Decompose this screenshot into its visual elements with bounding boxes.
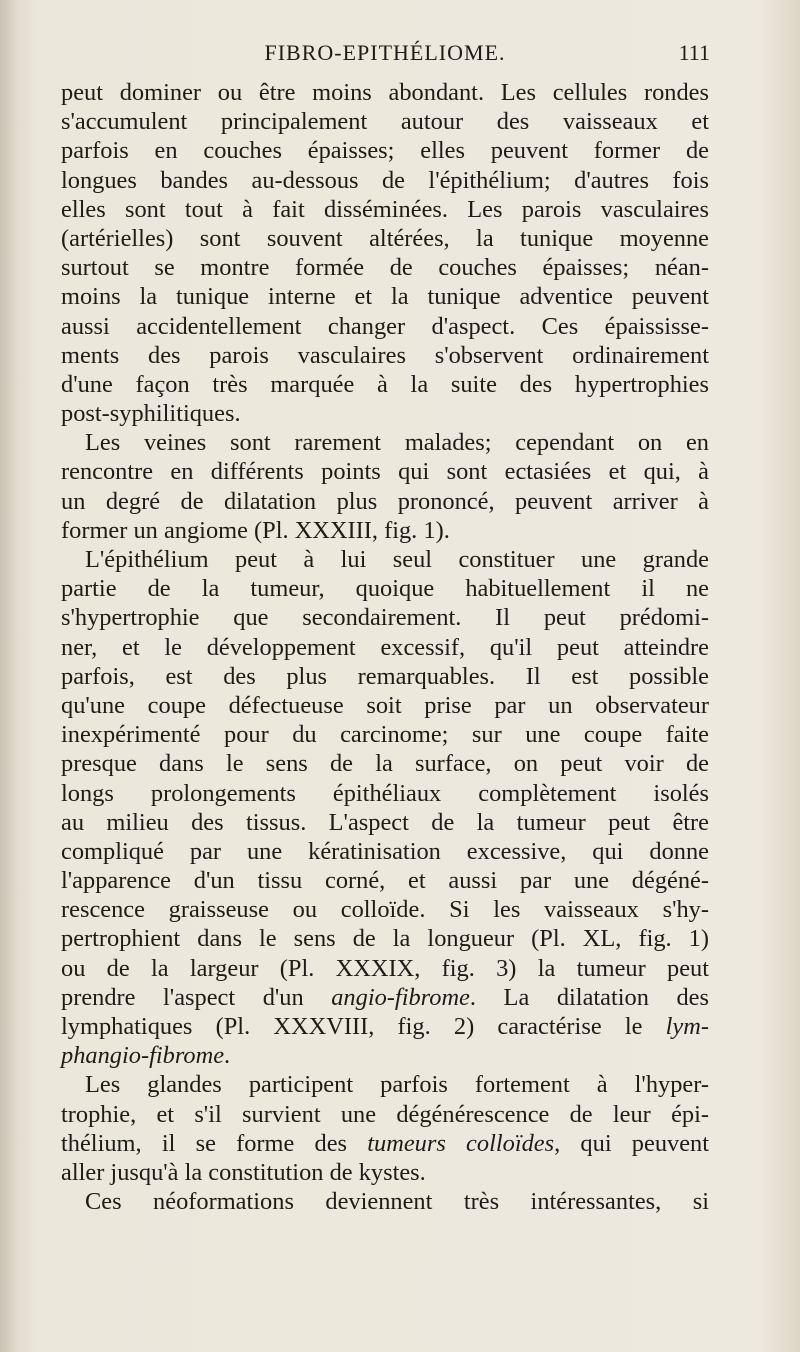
text-line: d'une façon très marquée à la suite des hypertrophies [61,370,709,398]
text-line: former un angiome (Pl. XXXIII, fig. 1). [61,516,450,544]
text-line: ou de la largeur (Pl. XXXIX, fig. 3) la tumeur peut [61,954,709,982]
text-line: trophie, et s'il survient une dégénérescence de leur épi- [61,1100,709,1128]
italic-term: phangio-fibrome [61,1042,225,1070]
text-line: surtout se montre formée de couches épaisses; néan- [61,254,709,282]
text-line: post-syphilitiques. [61,400,241,428]
text-line: aussi accidentellement changer d'aspect. Ces épaississe- [61,312,709,340]
text-line: ner, et le développement excessif, qu'il peut atteindre [61,633,709,661]
text-span: , qui peuvent [554,1129,710,1157]
text-line [61,1012,709,1041]
text-line: (artérielles) sont souvent altérées, la tunique moyenne [61,224,709,252]
italic-term: tumeurs colloïdes [367,1129,555,1157]
text-span: . [224,1042,231,1070]
text-line: Les veines sont rarement malades; cependant on en [85,429,709,457]
text-line: elles sont tout à fait disséminées. Les parois vasculaires [61,195,709,223]
text-line: qu'une coupe défectueuse soit prise par un observateur [61,691,709,719]
text-line: compliqué par une kératinisation excessive, qui donne [61,837,709,865]
text-line: s'hypertrophie que secondairement. Il peut prédomi- [61,604,709,632]
text-line: Les glandes participent parfois fortement à l'hyper- [85,1071,709,1099]
text-line: rescence graisseuse ou colloïde. Si les vaisseaux s'hy- [61,896,709,924]
text-line: longs prolongements épithéliaux complètement isolés [61,779,709,807]
text-line: longues bandes au-dessous de l'épithélium; d'autres fois [61,166,709,194]
text-line: au milieu des tissus. L'aspect de la tumeur peut être [61,808,709,836]
text-line: peut dominer ou être moins abondant. Les cellules rondes [61,79,709,106]
text-line: parfois en couches épaisses; elles peuvent former de [61,137,709,165]
text-line: l'apparence d'un tissu corné, et aussi par une dégéné- [61,867,709,895]
text-line [61,1129,709,1158]
text-line: parfois, est des plus remarquables. Il est possible [61,662,709,690]
page-header [60,40,710,70]
italic-term: lym- [665,1013,709,1040]
text-span: . La dilatation des [469,983,709,1011]
body-text [61,78,709,1216]
text-line: s'accumulent principalement autour des vaisseaux et [61,108,709,136]
text-line: un degré de dilatation plus prononcé, peuvent arriver à [61,487,709,515]
page-number: 111 [678,40,710,65]
text-line: pertrophient dans le sens de la longueur (Pl. XL, fig. 1) [61,925,709,953]
text-span: thélium, il se forme des [61,1129,368,1157]
text-line: moins la tunique interne et la tunique adventice peuvent [61,283,709,311]
text-span: lymphatiques (Pl. XXXVIII, fig. 2) caractérise le [61,1013,666,1040]
text-line: inexpérimenté pour du carcinome; sur une coupe faite [61,721,709,749]
text-line: presque dans le sens de la surface, on peut voir de [61,750,709,778]
text-line: Ces néoformations deviennent très intéressantes, si [85,1188,709,1216]
text-line: L'épithélium peut à lui seul constituer une grande [85,546,709,573]
text-line: partie de la tumeur, quoique habituellement il ne [61,575,709,603]
text-line: rencontre en différents points qui sont ectasiées et qui, à [61,458,709,486]
text-line: aller jusqu'à la constitution de kystes. [61,1158,426,1186]
text-span: prendre l'aspect d'un [61,983,332,1011]
text-line: ments des parois vasculaires s'observent ordinairement [61,341,709,369]
italic-term: angio-fibrome [331,983,470,1011]
running-title: FIBRO-EPITHÉLIOME. [264,40,506,65]
text-line [61,983,709,1012]
text-line [61,1041,709,1070]
